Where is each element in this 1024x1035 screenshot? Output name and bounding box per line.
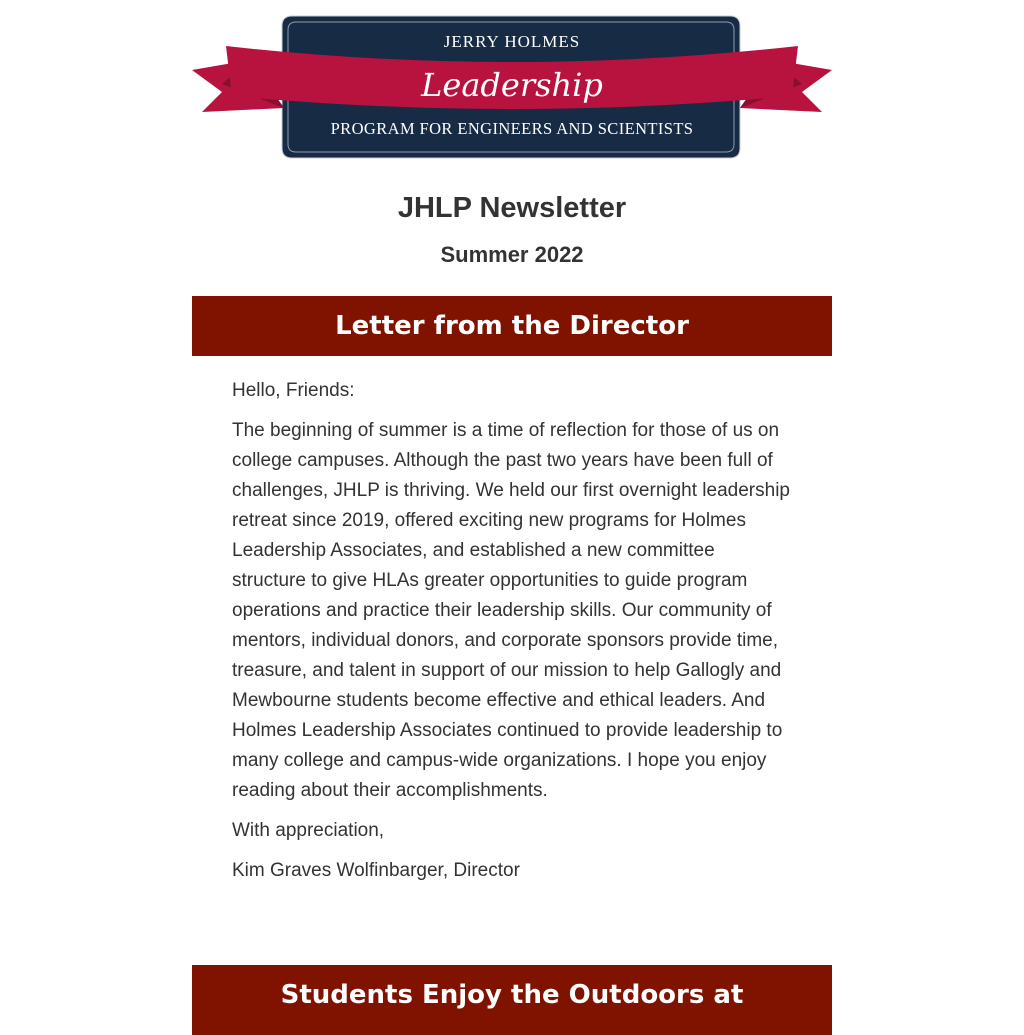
letter-greeting: Hello, Friends: [232, 380, 355, 401]
section-heading-outdoors: Students Enjoy the Outdoors at [192, 965, 832, 1035]
logo-bottom-text: PROGRAM FOR ENGINEERS AND SCIENTISTS [330, 119, 694, 138]
logo-top-text: JERRY HOLMES [443, 32, 581, 51]
logo-script-text: Leadership [421, 66, 603, 104]
section-heading-letter: Letter from the Director [192, 296, 832, 356]
letter-signature: Kim Graves Wolfinbarger, Director [232, 860, 520, 881]
letter-body: The beginning of summer is a time of reflection for those of us on college campuses. Although the past two years have been full of challenges, JHLP is thriving. We held our first overnight leadership retreat since 2019, offered exciting new programs for Holmes Leadership Associates, and established a new committee structure to give HLAs greater opportunities to guide program operations and practice their leadership skills. Our community of mentors, individual donors, and corporate sponsors provide time, treasure, and talent in support of our mission to help Gallogly and Mewbourne students become effective and ethical leaders. And Holmes Leadership Associates continued to provide leadership to many college and campus-wide organizations. I hope you enjoy reading about their accomplishments. [232, 420, 790, 801]
letter-closing: With appreciation, [232, 820, 385, 841]
newsletter-season: Summer 2022 [440, 242, 584, 267]
director-letter [232, 376, 792, 896]
program-logo [192, 12, 832, 162]
newsletter-title: JHLP Newsletter [397, 192, 627, 224]
